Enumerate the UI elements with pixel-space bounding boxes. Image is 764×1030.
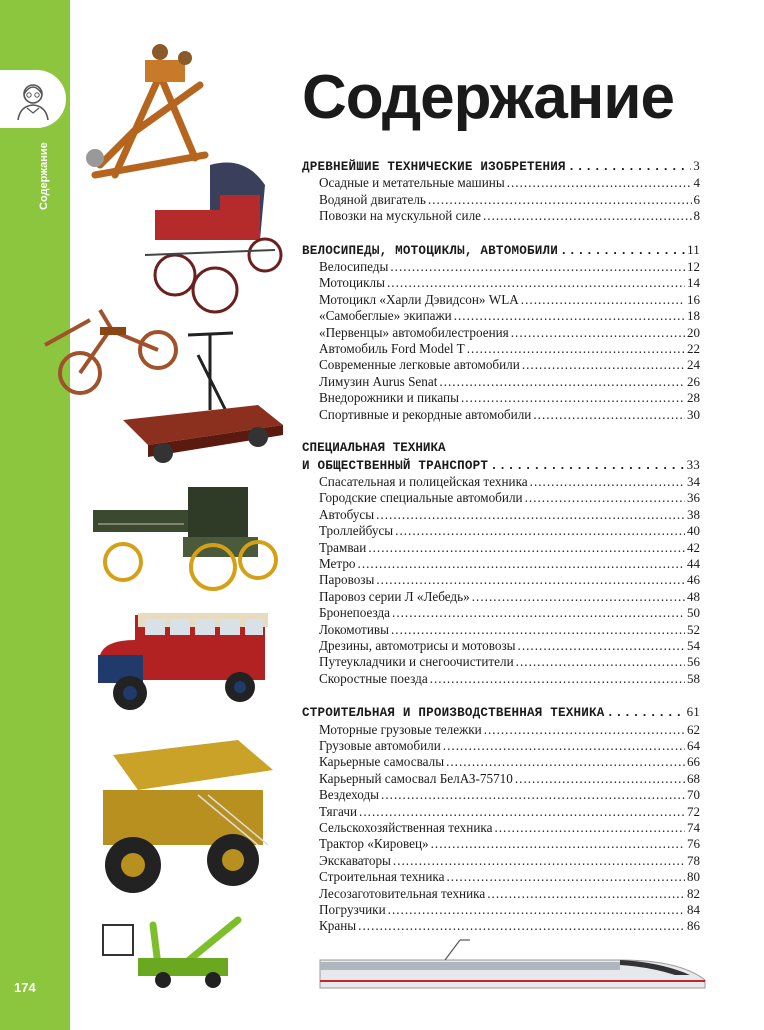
toc-item[interactable] bbox=[302, 804, 700, 820]
toc-leader bbox=[376, 572, 685, 588]
toc-item-label: Велосипеды bbox=[319, 259, 389, 275]
toc-leader bbox=[568, 159, 692, 175]
toc-item[interactable] bbox=[302, 836, 700, 852]
toc-page-number: 14 bbox=[687, 275, 700, 291]
toc-item-label: Путеукладчики и снегоочистители bbox=[319, 654, 514, 670]
vintage-bus-illustration bbox=[90, 605, 275, 720]
toc-item[interactable] bbox=[302, 308, 700, 324]
toc-item-label: Погрузчики bbox=[319, 902, 386, 918]
toc-leader bbox=[483, 208, 692, 224]
toc-item-label: Дрезины, автомотрисы и мотовозы bbox=[319, 637, 516, 653]
toc-section-heading[interactable] bbox=[302, 704, 700, 721]
toc-leader bbox=[518, 638, 685, 654]
toc-item-label: Городские специальные автомобили bbox=[319, 490, 523, 506]
toc-item-label: Паровоз серии Л «Лебедь» bbox=[319, 588, 470, 604]
toc-item[interactable] bbox=[302, 208, 700, 224]
toc-section-heading[interactable] bbox=[302, 457, 700, 474]
toc-leader bbox=[431, 836, 685, 852]
toc-leader bbox=[392, 605, 685, 621]
table-of-contents bbox=[302, 158, 700, 935]
toc-item-label: Сельскохозяйственная техника bbox=[319, 820, 493, 836]
toc-item[interactable] bbox=[302, 671, 700, 687]
toc-item[interactable] bbox=[302, 820, 700, 836]
toc-leader bbox=[387, 275, 685, 291]
toc-leader bbox=[359, 804, 685, 820]
toc-item-label: Экскаваторы bbox=[319, 852, 391, 868]
toc-item[interactable] bbox=[302, 259, 700, 275]
toc-item[interactable] bbox=[302, 722, 700, 738]
toc-leader bbox=[391, 622, 685, 638]
toc-item-label: Скоростные поезда bbox=[319, 670, 428, 686]
toc-page-number: 58 bbox=[687, 670, 700, 686]
toc-item-label: Бронепоезда bbox=[319, 605, 391, 621]
page-number: 174 bbox=[14, 980, 36, 995]
toc-page-number: 28 bbox=[687, 390, 700, 406]
toc-item-label: Трамваи bbox=[319, 539, 367, 555]
toc-leader bbox=[376, 507, 685, 523]
toc-leader bbox=[428, 192, 692, 208]
toc-page-number: 84 bbox=[687, 902, 700, 918]
toc-item[interactable] bbox=[302, 605, 700, 621]
toc-leader bbox=[560, 243, 685, 259]
toc-leader bbox=[467, 341, 685, 357]
toc-leader bbox=[530, 474, 685, 490]
toc-page-number: 54 bbox=[687, 637, 700, 653]
toc-leader bbox=[507, 175, 692, 191]
toc-item-label: Локомотивы bbox=[319, 621, 389, 637]
toc-leader bbox=[454, 308, 685, 324]
toc-page-number: 64 bbox=[687, 738, 700, 753]
toc-item-label: Осадные и метательные машины bbox=[319, 175, 505, 191]
toc-leader bbox=[490, 458, 684, 474]
toc-item-label: Спортивные и рекордные автомобили bbox=[319, 406, 532, 422]
toc-leader bbox=[511, 325, 685, 341]
toc-page-number: 72 bbox=[687, 803, 700, 819]
toc-page-number: 34 bbox=[687, 473, 700, 489]
carriage-illustration bbox=[135, 155, 285, 320]
toc-leader bbox=[439, 374, 685, 390]
early-truck-illustration bbox=[88, 482, 278, 597]
toc-leader bbox=[368, 540, 685, 556]
toc-page-number: 78 bbox=[687, 852, 700, 868]
toc-leader bbox=[390, 259, 685, 275]
toc-item-label: Тягачи bbox=[319, 803, 358, 819]
toc-leader bbox=[393, 853, 685, 869]
toc-item-label: Автомобиль Ford Model T bbox=[319, 341, 465, 357]
toc-page-number: 42 bbox=[687, 539, 700, 555]
toc-item[interactable] bbox=[302, 341, 700, 357]
toc-leader bbox=[358, 918, 685, 934]
toc-page-number: 70 bbox=[687, 787, 700, 803]
toc-page-number: 82 bbox=[687, 885, 700, 901]
toc-item-label: Лесозаготовительная техника bbox=[319, 885, 486, 901]
toc-item-label: Грузовые автомобили bbox=[319, 738, 441, 753]
toc-item[interactable] bbox=[302, 357, 700, 373]
toc-page-number: 44 bbox=[687, 555, 700, 571]
high-speed-train-illustration bbox=[315, 935, 710, 995]
toc-item-label: Моторные грузовые тележки bbox=[319, 721, 482, 737]
toc-item[interactable] bbox=[302, 771, 700, 787]
sidebar bbox=[0, 0, 70, 1030]
toc-leader bbox=[521, 292, 685, 308]
toc-page-number: 74 bbox=[687, 820, 700, 836]
toc-item[interactable] bbox=[302, 886, 700, 902]
toc-leader bbox=[447, 869, 686, 885]
toc-page-number: 46 bbox=[687, 572, 700, 588]
toc-page-number: 52 bbox=[687, 621, 700, 637]
toc-page-number: 20 bbox=[687, 324, 700, 340]
toc-page-number: 16 bbox=[687, 291, 700, 307]
toc-item[interactable] bbox=[302, 275, 700, 291]
toc-item[interactable] bbox=[302, 622, 700, 638]
toc-item-label: Лимузин Aurus Senat bbox=[319, 373, 438, 389]
toc-heading-label: ДРЕВНЕЙШИЕ ТЕХНИЧЕСКИЕ ИЗОБРЕТЕНИЯ bbox=[302, 160, 566, 174]
toc-leader bbox=[358, 556, 685, 572]
toc-page-number: 40 bbox=[687, 523, 700, 539]
toc-item-label: Внедорожники и пикапы bbox=[319, 390, 459, 406]
toc-page-number: 22 bbox=[687, 341, 700, 357]
toc-item[interactable] bbox=[302, 556, 700, 572]
handcar-illustration bbox=[118, 325, 288, 470]
toc-page-number: 30 bbox=[687, 406, 700, 422]
toc-item[interactable] bbox=[302, 407, 700, 423]
toc-page-number: 8 bbox=[693, 208, 700, 224]
toc-item[interactable] bbox=[302, 654, 700, 670]
toc-leader bbox=[487, 886, 685, 902]
reader-avatar-icon bbox=[8, 74, 58, 124]
toc-item-label: Трактор «Кировец» bbox=[319, 836, 429, 852]
toc-page-number: 80 bbox=[687, 869, 700, 885]
toc-item-label: Мотоцикл «Харли Дэвидсон» WLA bbox=[319, 291, 519, 307]
toc-page-number: 61 bbox=[686, 704, 700, 720]
toc-page-number: 26 bbox=[687, 373, 700, 389]
toc-page-number: 76 bbox=[687, 836, 700, 852]
sidebar-label: Содержание bbox=[38, 142, 50, 210]
toc-leader bbox=[381, 787, 685, 803]
toc-leader bbox=[494, 820, 685, 836]
toc-heading-label: И ОБЩЕСТВЕННЫЙ ТРАНСПОРТ bbox=[302, 458, 489, 473]
toc-leader bbox=[607, 705, 685, 721]
toc-item-label: Современные легковые автомобили bbox=[319, 357, 520, 373]
toc-page-number: 4 bbox=[693, 175, 700, 191]
toc-item[interactable] bbox=[302, 390, 700, 406]
toc-item[interactable] bbox=[302, 292, 700, 308]
toc-item[interactable] bbox=[302, 325, 700, 341]
toc-page-number: 36 bbox=[687, 490, 700, 506]
toc-item[interactable] bbox=[302, 853, 700, 869]
toc-item-label: Спасательная и полицейская техника bbox=[319, 473, 528, 489]
toc-item[interactable] bbox=[302, 572, 700, 588]
toc-page-number: 24 bbox=[687, 357, 700, 373]
toc-item-label: Строительная техника bbox=[319, 869, 445, 885]
toc-leader bbox=[446, 754, 685, 770]
toc-heading-line1: СПЕЦИАЛЬНАЯ ТЕХНИКА bbox=[302, 441, 446, 456]
toc-item-label: Карьерные самосвалы bbox=[319, 754, 445, 770]
toc-item[interactable] bbox=[302, 902, 700, 918]
toc-item[interactable] bbox=[302, 474, 700, 490]
dump-truck-illustration bbox=[88, 735, 288, 900]
toc-leader bbox=[472, 589, 685, 605]
toc-page-number: 33 bbox=[686, 456, 700, 472]
toc-heading-label: СТРОИТЕЛЬНАЯ И ПРОИЗВОДСТВЕННАЯ ТЕХНИКА bbox=[302, 706, 605, 721]
toc-leader bbox=[461, 390, 685, 406]
toc-item[interactable] bbox=[302, 754, 700, 770]
sidebar-tab bbox=[0, 70, 66, 128]
toc-page-number: 62 bbox=[687, 721, 700, 737]
toc-item[interactable] bbox=[302, 490, 700, 506]
toc-item[interactable] bbox=[302, 589, 700, 605]
lift-platform-illustration bbox=[98, 910, 258, 990]
toc-item[interactable] bbox=[302, 175, 700, 191]
toc-page-number: 48 bbox=[687, 588, 700, 604]
toc-page-number: 6 bbox=[693, 191, 700, 207]
toc-item-label: Водяной двигатель bbox=[319, 191, 426, 207]
toc-heading-label: ВЕЛОСИПЕДЫ, МОТОЦИКЛЫ, АВТОМОБИЛИ bbox=[302, 243, 558, 258]
toc-item-label: «Первенцы» автомобилестроения bbox=[319, 324, 509, 340]
toc-item-label: Карьерный самосвал БелАЗ-75710 bbox=[319, 770, 513, 786]
toc-leader bbox=[516, 654, 685, 670]
toc-item[interactable] bbox=[302, 374, 700, 390]
page-title: Содержание bbox=[302, 63, 674, 132]
toc-item[interactable] bbox=[302, 192, 700, 208]
toc-leader bbox=[443, 738, 685, 754]
toc-item-label: Вездеходы bbox=[319, 787, 380, 803]
toc-leader bbox=[525, 490, 685, 506]
toc-item[interactable] bbox=[302, 918, 700, 934]
toc-leader bbox=[533, 407, 685, 423]
toc-item[interactable] bbox=[302, 787, 700, 803]
toc-item-label: Троллейбусы bbox=[319, 523, 394, 539]
toc-leader bbox=[430, 671, 685, 687]
toc-item-label: Автобусы bbox=[319, 506, 375, 522]
toc-page-number: 3 bbox=[693, 158, 700, 173]
toc-page-number: 68 bbox=[687, 770, 700, 786]
toc-item[interactable] bbox=[302, 540, 700, 556]
toc-item[interactable] bbox=[302, 738, 700, 754]
toc-page-number: 38 bbox=[687, 506, 700, 522]
toc-page-number: 66 bbox=[687, 754, 700, 770]
toc-section-heading[interactable] bbox=[302, 158, 700, 175]
toc-item[interactable] bbox=[302, 869, 700, 885]
toc-item-label: Паровозы bbox=[319, 572, 375, 588]
toc-section-heading[interactable] bbox=[302, 242, 700, 259]
toc-page-number: 50 bbox=[687, 605, 700, 621]
toc-leader bbox=[395, 523, 685, 539]
toc-item-label: Мотоциклы bbox=[319, 275, 385, 291]
toc-leader bbox=[484, 722, 685, 738]
toc-leader bbox=[388, 902, 685, 918]
toc-leader bbox=[522, 357, 685, 373]
toc-page-number: 11 bbox=[687, 241, 700, 257]
toc-item-label: Метро bbox=[319, 555, 356, 571]
toc-page-number: 56 bbox=[687, 654, 700, 670]
toc-page-number: 86 bbox=[687, 918, 700, 934]
toc-item[interactable] bbox=[302, 638, 700, 654]
toc-item-label: Повозки на мускульной силе bbox=[319, 208, 481, 224]
toc-page-number: 18 bbox=[687, 308, 700, 324]
toc-item[interactable] bbox=[302, 523, 700, 539]
toc-item[interactable] bbox=[302, 507, 700, 523]
toc-leader bbox=[515, 771, 685, 787]
toc-item-label: «Самобеглые» экипажи bbox=[319, 308, 452, 324]
toc-page-number: 12 bbox=[687, 259, 700, 275]
toc-item-label: Краны bbox=[319, 918, 357, 934]
